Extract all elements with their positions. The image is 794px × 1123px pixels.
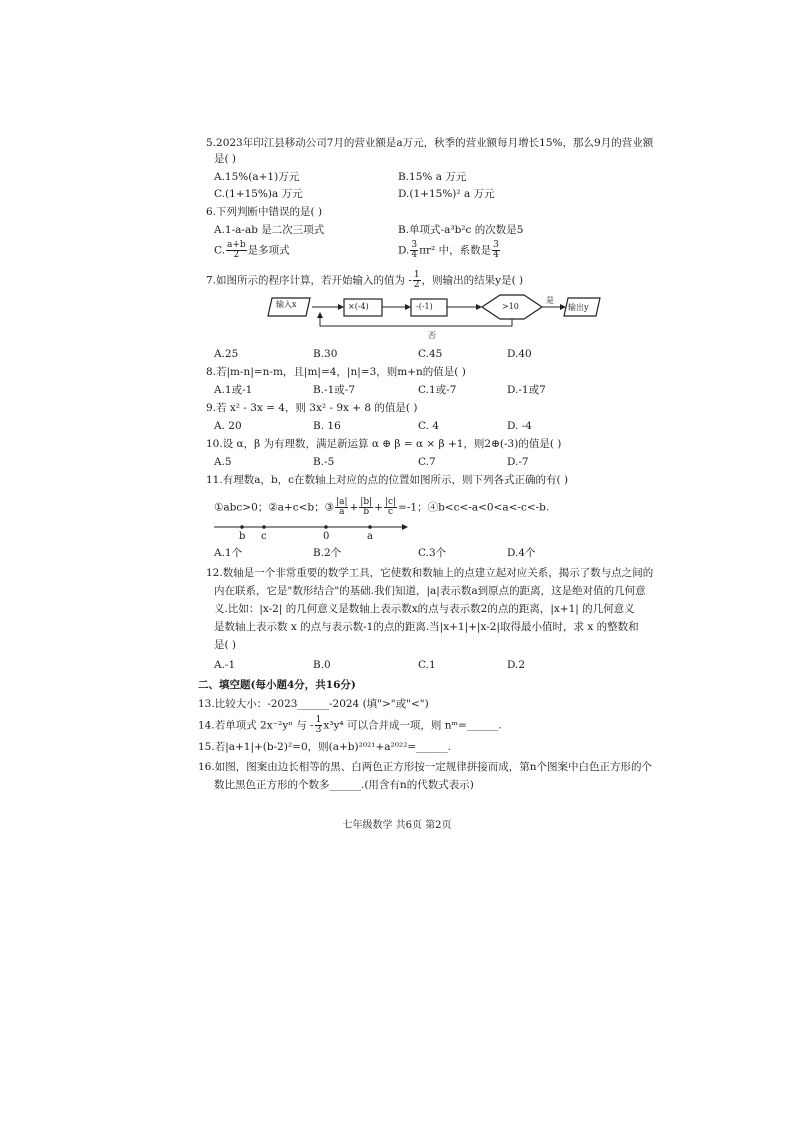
q11-statements-prefix: ①abc>0；②a+c<b；③ — [214, 501, 335, 514]
point-a — [368, 525, 372, 529]
q8-option-b: B.-1或-7 — [313, 384, 356, 396]
q7-stem — [206, 271, 523, 290]
flow-input-label: 输入x — [276, 300, 297, 309]
q7-stem-suffix: ，则输出的结果y是( ) — [421, 274, 524, 287]
q11-option-c: C.3个 — [418, 547, 447, 559]
label-a: a — [367, 531, 373, 542]
q6-option-d-num: 3 — [411, 240, 418, 250]
point-b — [240, 525, 244, 529]
q16-line-2: 数比黑色正方形的个数多______.(用含有n的代数式表示) — [214, 779, 474, 791]
q9-stem: 9.若 x² - 3x = 4，则 3x² - 9x + 8 的值是( ) — [206, 402, 418, 414]
q13-stem: 13.比较大小：-2023______-2024 (填">"或"<") — [198, 698, 429, 710]
q6-option-d — [398, 241, 501, 260]
q10-option-c: C.7 — [418, 456, 436, 468]
flow-no-label: 否 — [428, 331, 436, 340]
q14-fraction — [315, 716, 323, 735]
q8-option-c: C.1或-7 — [418, 384, 457, 396]
q12-option-a: A.-1 — [214, 659, 236, 671]
label-zero: 0 — [323, 531, 330, 542]
q11-frac-a-den: a — [339, 507, 345, 517]
q6-option-c-prefix: C. — [214, 244, 225, 257]
q16-line-1: 16.如图，图案由边长相等的黑、白两色正方形按一定规律拼接而成，第n个图案中白色正方形的个 — [198, 761, 652, 773]
q11-statements: ①abc>0；②a+c<b；③ $\frac{|a|}{a}$ + $\frac{|b|}{b}$ + $\frac{|c|}{c}$ =-1；④b<c<-a<0<a<-c<-b. — [214, 497, 550, 517]
q11-frac-a-num: |a| — [336, 497, 348, 507]
q5-option-d: D.(1+15%)² a 万元 — [398, 188, 495, 200]
point-zero — [324, 525, 328, 529]
flow-mul-label: ×(-4) — [348, 302, 369, 311]
q6-option-c-den: 2 — [233, 250, 240, 260]
flow-loop-line — [320, 316, 512, 326]
flow-arrowhead-2 — [405, 304, 411, 310]
q11-frac-c — [384, 498, 397, 517]
page-footer: 七年级数学 共6页 第2页 — [342, 820, 452, 831]
q12-option-c: C.1 — [418, 659, 436, 671]
q7-stem-fraction — [413, 271, 421, 290]
q6-option-d-den2: 4 — [493, 250, 499, 260]
q7-option-d: D.40 — [507, 348, 532, 360]
q8-option-d: D.-1或7 — [507, 384, 546, 396]
q7-option-b: B.30 — [313, 348, 338, 360]
flow-sub-label: -(-1) — [416, 302, 433, 311]
flow-loop-arrowhead — [317, 312, 323, 318]
q14-prefix: 14.若单项式 2x⁻²yⁿ 与 - — [198, 719, 314, 732]
q5-option-b: B.15% a 万元 — [398, 171, 467, 183]
q14-den: 3 — [315, 725, 322, 735]
number-line-arrowhead — [402, 524, 408, 530]
q5-stem: 5.2023年印江县移动公司7月的营业额是a万元，秋季的营业额每月增长15%，那么9月的营业额 — [206, 137, 654, 149]
q11-stem: 11.有理数a，b，c在数轴上对应的点的位置如图所示，则下列各式正确的有( ) — [206, 474, 569, 486]
q11-frac-b — [359, 498, 373, 517]
q12-line-4: 是数轴上表示数 x 的点与表示数-1的点的距离.当|x+1|+|x-2|取得最小值时，求 x 的整数和 — [214, 621, 639, 633]
q6-option-d-prefix: D. — [398, 244, 410, 257]
label-c: c — [261, 531, 267, 542]
flow-cond-label: >10 — [502, 302, 519, 311]
q15-stem: 15.若|a+1|+(b-2)²=0，则(a+b)²⁰²¹+a²⁰²²=______. — [198, 741, 451, 753]
point-c — [262, 525, 266, 529]
q12-line-2: 内在联系，它是"数形结合"的基础.我们知道，|a|表示数a到原点的距离，这是绝对值的几何意 — [214, 585, 646, 597]
q6-option-c-fraction — [226, 241, 247, 260]
q11-frac-b-den: b — [363, 507, 370, 517]
q11-option-a: A.1个 — [214, 547, 243, 559]
section-fill-in-title: 二、填空题(每小题4分，共16分) — [198, 679, 356, 691]
q10-option-a: A.5 — [214, 456, 232, 468]
q11-option-b: B.2个 — [313, 547, 342, 559]
q11-frac-c-num: |c| — [384, 497, 397, 507]
q9-option-b: B. 16 — [313, 420, 341, 432]
q5-option-c: C.(1+15%)a 万元 — [214, 188, 303, 200]
q6-option-d-num2: 3 — [493, 240, 499, 250]
q7-stem-prefix: 7.如图所示的程序计算，若开始输入的值为 - — [206, 274, 412, 287]
q10-stem: 10.设 α，β 为有理数，满足新运算 α ⊕ β = α × β +1，则2⊕(-3)的值是( ) — [206, 438, 562, 450]
q5-stem-cont: 是( ) — [214, 153, 237, 165]
q12-option-d: D.2 — [507, 659, 526, 671]
q6-option-d-den: 4 — [411, 250, 418, 260]
q6-option-a: A.1-a-ab 是二次三项式 — [214, 224, 325, 236]
q7-option-a: A.25 — [214, 348, 239, 360]
q14-num: 1 — [315, 715, 322, 725]
flow-output-label: 输出y — [568, 303, 589, 312]
q9-option-c: C. 4 — [418, 420, 440, 432]
q6-stem: 6.下列判断中错误的是( ) — [206, 206, 323, 218]
q6-option-c-num: a+b — [227, 240, 246, 250]
q14-suffix: x³y⁴ 可以合并成一项，则 nᵐ=______. — [323, 719, 502, 732]
q12-line-5: 是( ) — [214, 639, 237, 651]
q10-option-d: D.-7 — [507, 456, 529, 468]
q12-line-3: 义.比如：|x-2| 的几何意义是数轴上表示数x的点与表示数2的点的距离，|x+1| 的几何意义 — [214, 603, 635, 615]
q11-frac-c-den: c — [387, 507, 394, 517]
q7-stem-den: 2 — [413, 280, 420, 290]
q5-option-a: A.15%(a+1)万元 — [214, 171, 300, 183]
q11-option-d: D.4个 — [507, 547, 536, 559]
q14-stem — [198, 716, 502, 735]
flow-arrowhead-1 — [338, 304, 344, 310]
q12-line-1: 12.数轴是一个非常重要的数学工具，它使数和数轴上的点建立起对应关系，揭示了数与点之间的 — [206, 567, 654, 579]
q6-option-d-mid: πr² 中，系数是 — [419, 244, 492, 257]
q11-frac-a — [335, 498, 348, 517]
q7-option-c: C.45 — [418, 348, 443, 360]
q9-option-d: D. -4 — [507, 420, 532, 432]
q6-option-c — [214, 241, 290, 260]
q12-option-b: B.0 — [313, 659, 331, 671]
q6-option-c-suffix: 是多项式 — [247, 244, 290, 257]
q11-frac-b-num: |b| — [360, 497, 373, 507]
q6-option-d-fraction — [410, 241, 418, 260]
q9-option-a: A. 20 — [214, 420, 242, 432]
label-b: b — [239, 531, 246, 542]
q6-option-b: B.单项式-a³b²c 的次数是5 — [398, 224, 524, 236]
flow-yes-label: 是 — [546, 296, 554, 305]
q6-option-d-fraction2 — [492, 241, 500, 260]
q10-option-b: B.-5 — [313, 456, 335, 468]
q11-statements-suffix: =-1；④b<c<-a<0<a<-c<-b. — [398, 501, 550, 514]
q8-stem: 8.若|m-n|=n-m，且|m|=4，|n|=3，则m+n的值是( ) — [206, 366, 466, 378]
q8-option-a: A.1或-1 — [214, 384, 253, 396]
q7-stem-num: 1 — [413, 270, 420, 280]
